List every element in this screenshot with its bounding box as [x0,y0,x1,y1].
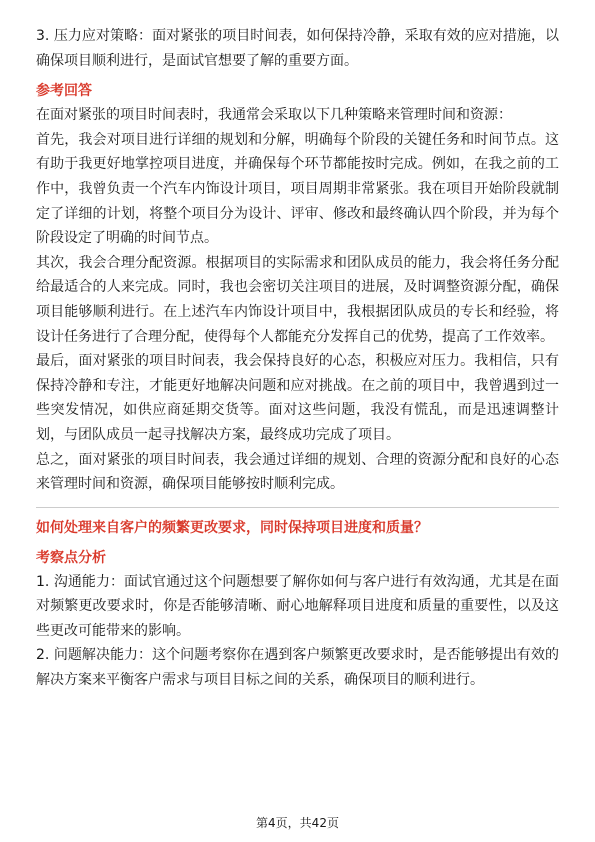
answer-paragraph-summary: 总之，面对紧张的项目时间表，我会通过详细的规划、合理的资源分配和良好的心态来管理时间和资源，确保项目能够按时顺利完成。 [36,451,559,493]
question-heading: 如何处理来自客户的频繁更改要求，同时保持项目进度和质量？ [36,519,428,536]
analysis-point-problem-solving: 2. 问题解决能力：这个问题考察你在遇到客户频繁更改要求时，是否能够提出有效的解决方案来平衡客户需求与项目目标之间的关系，确保项目的顺利进行。 [36,647,559,689]
document-page [36,24,559,693]
page-number: 第4页，共42页 [256,816,339,830]
analysis-point-communication: 1. 沟通能力：面试官通过这个问题想要了解你如何与客户进行有效沟通，尤其是在面对频繁更改要求时，你是否能够清晰、耐心地解释项目进度和质量的重要性，以及这些更改可能带来的影响。 [36,573,559,639]
answer-paragraph-second: 其次，我会合理分配资源。根据项目的实际需求和团队成员的能力，我会将任务分配给最适合的人来完成。同时，我也会密切关注项目的进展，及时调整资源分配，确保项目能够顺利进行。在上述汽车内饰设计项目中，我根据团队成员的专长和经验，将设计任务进行了合理分配，使得每个人都能充分发挥自己的优势，提高了工作效率。 [36,254,559,345]
answer-paragraph-intro: 在面对紧张的项目时间表时，我通常会采取以下几种策略来管理时间和资源： [36,107,512,124]
answer-paragraph-first: 首先，我会对项目进行详细的规划和分解，明确每个阶段的关键任务和时间节点。这有助于我更好地掌控项目进度，并确保每个环节都能按时完成。例如，在我之前的工作中，我曾负责一个汽车内饰设计项目，项目周期非常紧张。我在项目开始阶段就制定了详细的计划，将整个项目分为设计、评审、修改和最终确认四个阶段，并为每个阶段设定了明确的时间节点。 [36,131,559,247]
pressure-strategy-point: 3. 压力应对策略：面对紧张的项目时间表，如何保持冷静，采取有效的应对措施，以确保项目顺利进行，是面试官想要了解的重要方面。 [36,28,559,69]
section-divider [36,507,559,508]
analysis-heading: 考察点分析 [36,549,106,566]
answer-paragraph-third: 最后，面对紧张的项目时间表，我会保持良好的心态，积极应对压力。我相信，只有保持冷静和专注，才能更好地解决问题和应对挑战。在之前的项目中，我曾遇到过一些突发情况，如供应商延期交货等。面对这些问题，我没有慌乱，而是迅速调整计划，与团队成员一起寻找解决方案，最终成功完成了项目。 [36,353,559,443]
reference-answer-heading: 参考回答 [36,83,92,100]
